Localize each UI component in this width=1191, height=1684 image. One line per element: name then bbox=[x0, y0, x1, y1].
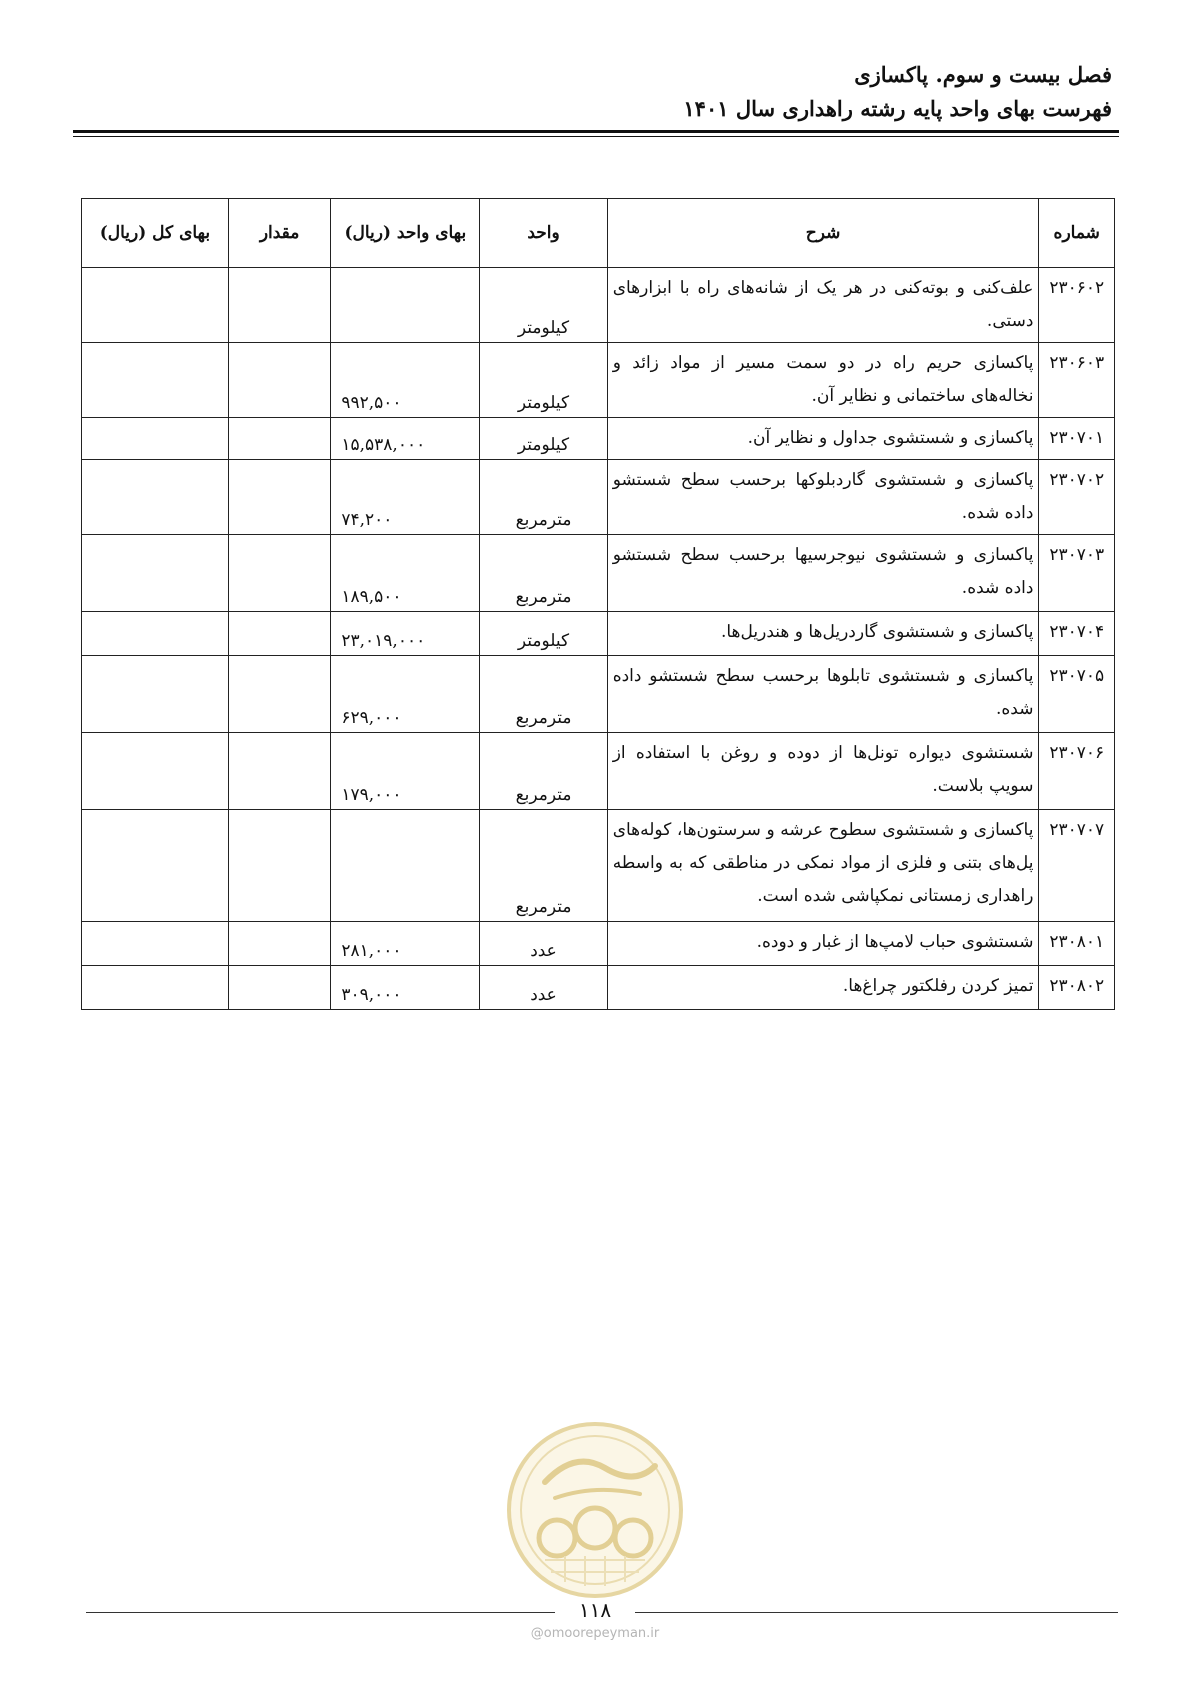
table-row bbox=[82, 612, 1115, 656]
row-unit: مترمربع bbox=[480, 460, 607, 535]
table-row bbox=[82, 343, 1115, 418]
row-code: ۲۳۰۸۰۲ bbox=[1039, 966, 1115, 1010]
table-header-row bbox=[82, 199, 1115, 268]
row-description: شستشوی دیواره تونل‌ها از دوده و روغن با استفاده از سویپ بلاست. bbox=[607, 733, 1039, 810]
row-total bbox=[82, 922, 229, 966]
row-total bbox=[82, 268, 229, 343]
row-description: پاکسازی حریم راه در دو سمت مسیر از مواد زائد و نخاله‌های ساختمانی و نظایر آن. bbox=[607, 343, 1039, 418]
row-total bbox=[82, 612, 229, 656]
row-quantity bbox=[228, 535, 331, 612]
page-number: ۱۱۸ bbox=[555, 1598, 635, 1622]
row-unit-price bbox=[331, 268, 480, 343]
col-header-unit-price: بهای واحد (ریال) bbox=[331, 199, 480, 268]
row-description: پاکسازی و شستشوی نیوجرسیها برحسب سطح شستشو داده شده. bbox=[607, 535, 1039, 612]
row-quantity bbox=[228, 966, 331, 1010]
header-rule-thin bbox=[73, 136, 1119, 137]
row-code: ۲۳۰۶۰۲ bbox=[1039, 268, 1115, 343]
row-unit: مترمربع bbox=[480, 810, 607, 922]
row-quantity bbox=[228, 268, 331, 343]
row-quantity bbox=[228, 460, 331, 535]
table-row bbox=[82, 966, 1115, 1010]
row-description: پاکسازی و شستشوی گاردریل‌ها و هندریل‌ها. bbox=[607, 612, 1039, 656]
omoore-peyman-logo-icon bbox=[505, 1420, 685, 1600]
row-unit: کیلومتر bbox=[480, 343, 607, 418]
row-description: تمیز کردن رفلکتور چراغ‌ها. bbox=[607, 966, 1039, 1010]
price-table bbox=[81, 198, 1115, 1010]
col-header-description: شرح bbox=[607, 199, 1039, 268]
row-code: ۲۳۰۶۰۳ bbox=[1039, 343, 1115, 418]
row-unit: کیلومتر bbox=[480, 268, 607, 343]
row-unit-price: ۱۸۹,۵۰۰ bbox=[331, 535, 480, 612]
row-unit: عدد bbox=[480, 922, 607, 966]
row-unit-price: ۱۵,۵۳۸,۰۰۰ bbox=[331, 418, 480, 460]
row-unit: مترمربع bbox=[480, 733, 607, 810]
row-total bbox=[82, 535, 229, 612]
row-quantity bbox=[228, 343, 331, 418]
row-total bbox=[82, 656, 229, 733]
row-unit-price bbox=[331, 810, 480, 922]
row-unit: مترمربع bbox=[480, 535, 607, 612]
row-code: ۲۳۰۸۰۱ bbox=[1039, 922, 1115, 966]
row-total bbox=[82, 343, 229, 418]
col-header-unit: واحد bbox=[480, 199, 607, 268]
list-title: فهرست بهای واحد پایه رشته راهداری سال ۱۴۰۱ bbox=[683, 96, 1112, 121]
site-url: @omoorepeyman.ir bbox=[530, 1626, 660, 1641]
row-code: ۲۳۰۷۰۳ bbox=[1039, 535, 1115, 612]
page-header bbox=[72, 58, 1112, 126]
row-unit-price: ۲۳,۰۱۹,۰۰۰ bbox=[331, 612, 480, 656]
row-code: ۲۳۰۷۰۱ bbox=[1039, 418, 1115, 460]
row-code: ۲۳۰۷۰۶ bbox=[1039, 733, 1115, 810]
row-unit-price: ۱۷۹,۰۰۰ bbox=[331, 733, 480, 810]
row-quantity bbox=[228, 733, 331, 810]
table-row bbox=[82, 922, 1115, 966]
row-quantity bbox=[228, 922, 331, 966]
row-unit: عدد bbox=[480, 966, 607, 1010]
row-total bbox=[82, 733, 229, 810]
row-total bbox=[82, 460, 229, 535]
table-row bbox=[82, 656, 1115, 733]
row-unit: کیلومتر bbox=[480, 612, 607, 656]
row-unit-price: ۷۴,۲۰۰ bbox=[331, 460, 480, 535]
table-row bbox=[82, 535, 1115, 612]
row-description: پاکسازی و شستشوی تابلوها برحسب سطح شستشو داده شده. bbox=[607, 656, 1039, 733]
row-description: پاکسازی و شستشوی سطوح عرشه و سرستون‌ها، کوله‌های پل‌های بتنی و فلزی از مواد نمکی در مناطقی که به واسطه راهداری زمستانی نمکپاشی شده است. bbox=[607, 810, 1039, 922]
row-description: پاکسازی و شستشوی گاردبلوکها برحسب سطح شستشو داده شده. bbox=[607, 460, 1039, 535]
col-header-code: شماره bbox=[1039, 199, 1115, 268]
row-unit-price: ۶۲۹,۰۰۰ bbox=[331, 656, 480, 733]
table-row bbox=[82, 460, 1115, 535]
row-unit: کیلومتر bbox=[480, 418, 607, 460]
row-description: شستشوی حباب لامپ‌ها از غبار و دوده. bbox=[607, 922, 1039, 966]
col-header-quantity: مقدار bbox=[228, 199, 331, 268]
row-quantity bbox=[228, 612, 331, 656]
header-rule-thick bbox=[73, 130, 1119, 133]
row-quantity bbox=[228, 656, 331, 733]
col-header-total-price: بهای کل (ریال) bbox=[82, 199, 229, 268]
row-description: پاکسازی و شستشوی جداول و نظایر آن. bbox=[607, 418, 1039, 460]
row-code: ۲۳۰۷۰۷ bbox=[1039, 810, 1115, 922]
row-total bbox=[82, 418, 229, 460]
row-unit-price: ۲۸۱,۰۰۰ bbox=[331, 922, 480, 966]
row-unit: مترمربع bbox=[480, 656, 607, 733]
row-code: ۲۳۰۷۰۲ bbox=[1039, 460, 1115, 535]
row-quantity bbox=[228, 810, 331, 922]
row-code: ۲۳۰۷۰۵ bbox=[1039, 656, 1115, 733]
row-description: علف‌کنی و بوته‌کنی در هر یک از شانه‌های راه با ابزارهای دستی. bbox=[607, 268, 1039, 343]
table-row bbox=[82, 810, 1115, 922]
table-row bbox=[82, 268, 1115, 343]
table-row bbox=[82, 418, 1115, 460]
row-unit-price: ۹۹۲,۵۰۰ bbox=[331, 343, 480, 418]
chapter-title: فصل بیست و سوم. پاکسازی bbox=[854, 62, 1112, 87]
row-total bbox=[82, 966, 229, 1010]
row-quantity bbox=[228, 418, 331, 460]
table-row bbox=[82, 733, 1115, 810]
row-unit-price: ۳۰۹,۰۰۰ bbox=[331, 966, 480, 1010]
row-total bbox=[82, 810, 229, 922]
row-code: ۲۳۰۷۰۴ bbox=[1039, 612, 1115, 656]
